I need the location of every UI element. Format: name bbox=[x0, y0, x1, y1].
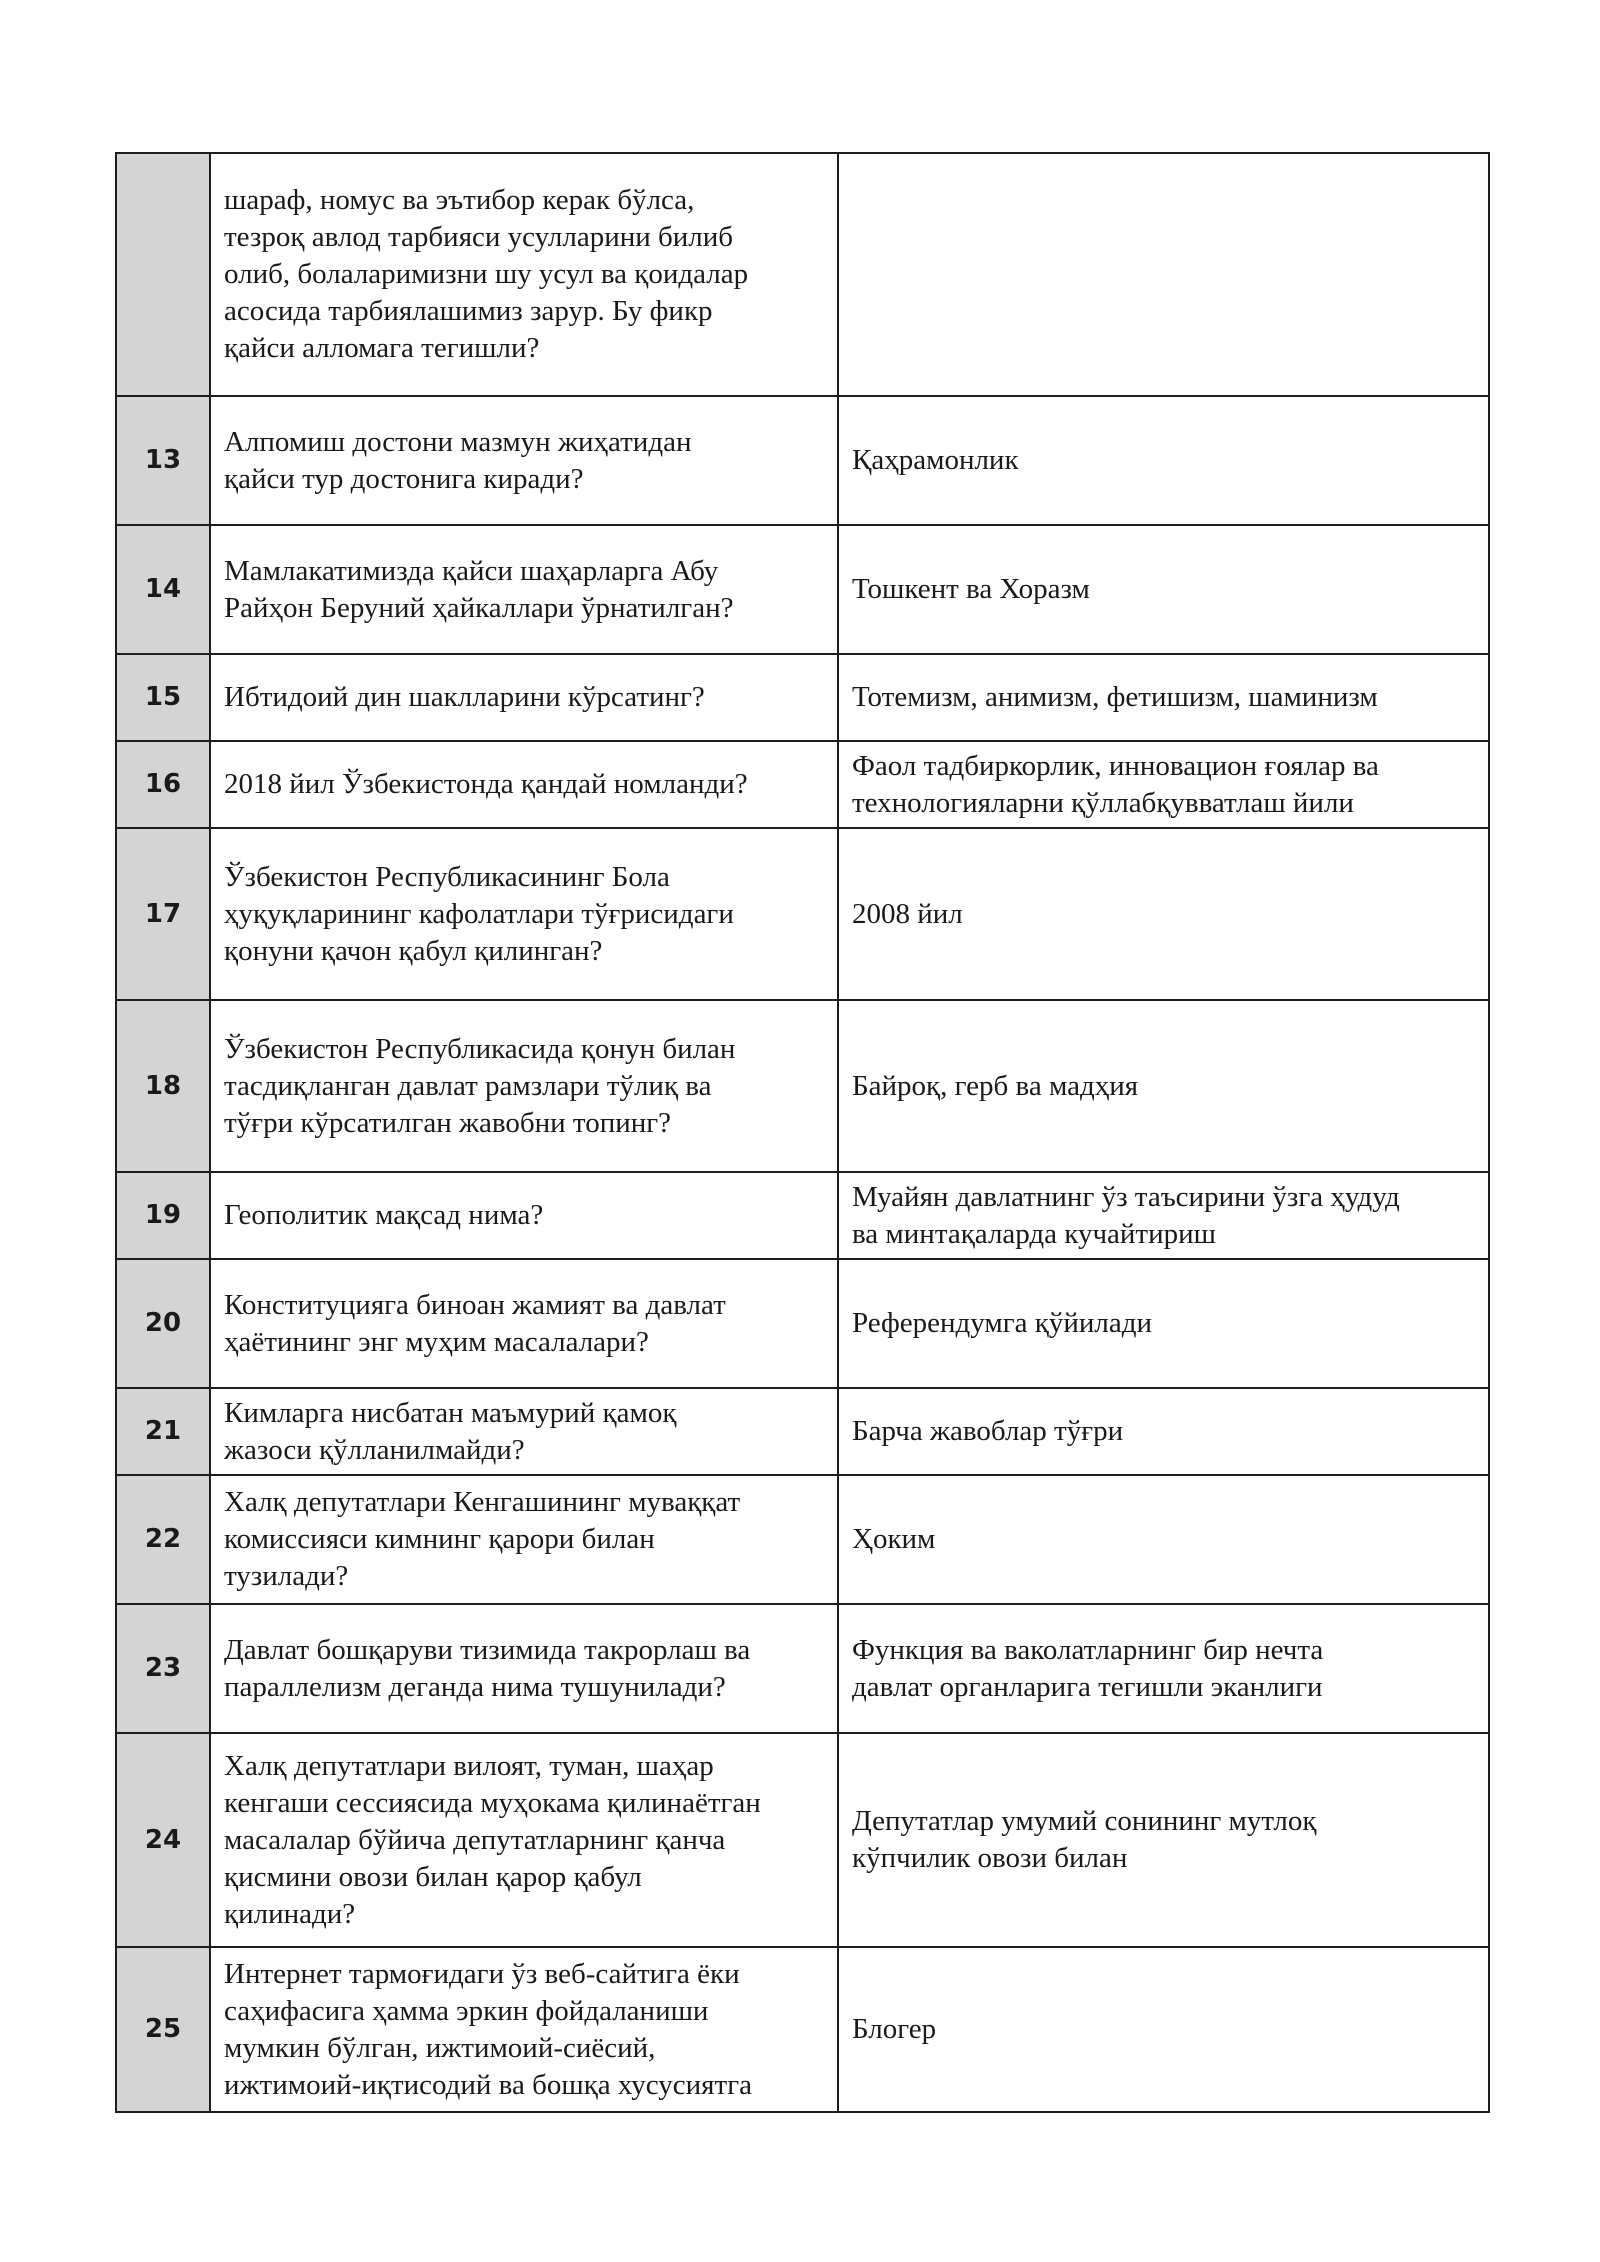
question-cell bbox=[210, 1475, 838, 1604]
table-row bbox=[116, 1000, 1489, 1172]
answer-text-line: Депутатлар умумий сонининг мутлоқ bbox=[852, 1805, 1317, 1837]
answer-cell bbox=[838, 654, 1489, 741]
question-text-line: Ўзбекистон Республикасида қонун билан bbox=[224, 1032, 736, 1065]
table-row bbox=[116, 1733, 1489, 1947]
answer-text-line: 2008 йил bbox=[852, 897, 963, 930]
row-number bbox=[116, 153, 210, 396]
answer-cell bbox=[838, 741, 1489, 828]
question-text-line: Давлат бошқаруви тизимида такрорлаш ва bbox=[224, 1633, 751, 1666]
question-text-line: қисмини овози билан қарор қабул bbox=[224, 1860, 642, 1893]
question-text-line: кенгаши сессиясида муҳокама қилинаётган bbox=[224, 1786, 761, 1819]
answer-cell bbox=[838, 153, 1489, 396]
qa-table bbox=[115, 152, 1490, 2113]
answer-cell bbox=[838, 1733, 1489, 1947]
table-row bbox=[116, 828, 1489, 1000]
row-number: 16 bbox=[116, 741, 210, 828]
question-text-line: қилинади? bbox=[224, 1897, 356, 1930]
question-cell bbox=[210, 1388, 838, 1475]
answer-cell bbox=[838, 525, 1489, 654]
question-text-line: ҳаётининг энг муҳим масалалари? bbox=[224, 1325, 649, 1358]
question-cell bbox=[210, 1000, 838, 1172]
table-row bbox=[116, 1388, 1489, 1475]
question-cell bbox=[210, 1259, 838, 1388]
question-cell bbox=[210, 741, 838, 828]
question-text-line: Мамлакатимизда қайси шаҳарларга Абу bbox=[224, 554, 719, 587]
question-text-line: Кимларга нисбатан маъмурий қамоқ bbox=[224, 1396, 677, 1429]
row-number: 23 bbox=[116, 1604, 210, 1733]
row-number: 15 bbox=[116, 654, 210, 741]
answer-text-line: кўпчилик овози билан bbox=[852, 1842, 1128, 1874]
answer-text-line: Муайян давлатнинг ўз таъсирини ўзга ҳудуд bbox=[852, 1180, 1400, 1213]
row-number: 20 bbox=[116, 1259, 210, 1388]
answer-text-line: давлат органларига тегишли эканлиги bbox=[852, 1670, 1323, 1703]
row-number: 18 bbox=[116, 1000, 210, 1172]
question-cell bbox=[210, 1947, 838, 2112]
question-text-line: Конституцияга биноан жамият ва давлат bbox=[224, 1288, 726, 1321]
qa-table-body bbox=[116, 153, 1489, 2112]
table-row bbox=[116, 153, 1489, 396]
answer-text-line: Фаол тадбиркорлик, инновацион ғоялар ва bbox=[852, 749, 1379, 782]
row-number: 21 bbox=[116, 1388, 210, 1475]
table-row bbox=[116, 396, 1489, 525]
answer-text-line: Тотемизм, анимизм, фетишизм, шаминизм bbox=[852, 681, 1378, 713]
table-row bbox=[116, 525, 1489, 654]
row-number: 14 bbox=[116, 525, 210, 654]
table-row bbox=[116, 741, 1489, 828]
question-text-line: тўғри кўрсатилган жавобни топинг? bbox=[224, 1106, 672, 1139]
question-text-line: Халқ депутатлари вилоят, туман, шаҳар bbox=[224, 1749, 714, 1782]
answer-text-line: ва минтақаларда кучайтириш bbox=[852, 1217, 1216, 1250]
table-row bbox=[116, 1604, 1489, 1733]
table-row bbox=[116, 1172, 1489, 1259]
answer-text-line: Функция ва ваколатларнинг бир нечта bbox=[852, 1633, 1324, 1666]
table-row bbox=[116, 1475, 1489, 1604]
question-text-line: тасдиқланган давлат рамзлари тўлиқ ва bbox=[224, 1069, 712, 1102]
answer-text-line: технологияларни қўллабқувватлаш йили bbox=[852, 786, 1354, 819]
question-text-line: мумкин бўлган, ижтимоий-сиёсий, bbox=[224, 2031, 656, 2064]
answer-text-line: Референдумга қўйилади bbox=[852, 1307, 1153, 1339]
question-text-line: асосида тарбиялашимиз зарур. Бу фикр bbox=[224, 295, 713, 327]
question-text-line: қайси тур достонига киради? bbox=[224, 462, 584, 495]
question-cell bbox=[210, 396, 838, 525]
table-row bbox=[116, 1947, 1489, 2112]
question-text-line: тезроқ авлод тарбияси усулларини билиб bbox=[224, 221, 734, 253]
question-text-line: Геополитик мақсад нима? bbox=[224, 1199, 544, 1231]
question-cell bbox=[210, 525, 838, 654]
question-cell bbox=[210, 828, 838, 1000]
question-text-line: олиб, болаларимизни шу усул ва қоидалар bbox=[224, 258, 749, 290]
answer-cell bbox=[838, 828, 1489, 1000]
question-cell bbox=[210, 1604, 838, 1733]
question-text-line: комиссияси кимнинг қарори билан bbox=[224, 1523, 655, 1555]
answer-text-line: Ҳоким bbox=[852, 1523, 936, 1555]
answer-cell bbox=[838, 1475, 1489, 1604]
answer-cell bbox=[838, 1947, 1489, 2112]
answer-cell bbox=[838, 1259, 1489, 1388]
table-row bbox=[116, 1259, 1489, 1388]
answer-text-line: Байроқ, герб ва мадҳия bbox=[852, 1069, 1139, 1102]
question-text-line: Интернет тармоғидаги ўз веб-сайтига ёки bbox=[224, 1957, 740, 1990]
answer-text-line: Қаҳрамонлик bbox=[852, 444, 1019, 476]
question-text-line: Ибтидоий дин шаклларини кўрсатинг? bbox=[224, 681, 705, 713]
question-text-line: 2018 йил Ўзбекистонда қандай номланди? bbox=[224, 768, 748, 800]
question-text-line: Ўзбекистон Республикасининг Бола bbox=[224, 860, 670, 893]
row-number: 13 bbox=[116, 396, 210, 525]
row-number: 25 bbox=[116, 1947, 210, 2112]
question-cell bbox=[210, 153, 838, 396]
answer-cell bbox=[838, 396, 1489, 525]
question-text-line: қайси алломага тегишли? bbox=[224, 332, 540, 364]
question-cell bbox=[210, 654, 838, 741]
answer-text-line: Блогер bbox=[852, 2013, 937, 2045]
question-text-line: Халқ депутатлари Кенгашининг муваққат bbox=[224, 1486, 741, 1518]
question-text-line: ҳуқуқларининг кафолатлари тўғрисидаги bbox=[224, 897, 734, 930]
answer-cell bbox=[838, 1388, 1489, 1475]
row-number: 22 bbox=[116, 1475, 210, 1604]
row-number: 19 bbox=[116, 1172, 210, 1259]
answer-text-line: Тошкент ва Хоразм bbox=[852, 573, 1090, 605]
question-text-line: Алпомиш достони мазмун жиҳатидан bbox=[224, 425, 692, 458]
answer-text-line: Барча жавоблар тўғри bbox=[852, 1415, 1124, 1447]
answer-cell bbox=[838, 1172, 1489, 1259]
question-text-line: масалалар бўйича депутатларнинг қанча bbox=[224, 1823, 726, 1856]
question-cell bbox=[210, 1733, 838, 1947]
answer-cell bbox=[838, 1000, 1489, 1172]
row-number: 24 bbox=[116, 1733, 210, 1947]
question-text-line: қонуни қачон қабул қилинган? bbox=[224, 934, 603, 967]
question-text-line: ижтимоий-иқтисодий ва бошқа хусусиятга bbox=[224, 2068, 752, 2101]
table-row bbox=[116, 654, 1489, 741]
question-text-line: шараф, номус ва эътибор керак бўлса, bbox=[224, 184, 695, 216]
question-text-line: тузилади? bbox=[224, 1560, 349, 1592]
question-cell bbox=[210, 1172, 838, 1259]
question-text-line: саҳифасига ҳамма эркин фойдаланиши bbox=[224, 1994, 709, 2027]
question-text-line: параллелизм деганда нима тушунилади? bbox=[224, 1670, 726, 1703]
question-text-line: жазоси қўлланилмайди? bbox=[224, 1433, 525, 1466]
row-number: 17 bbox=[116, 828, 210, 1000]
answer-cell bbox=[838, 1604, 1489, 1733]
question-text-line: Райҳон Беруний ҳайкаллари ўрнатилган? bbox=[224, 591, 734, 624]
